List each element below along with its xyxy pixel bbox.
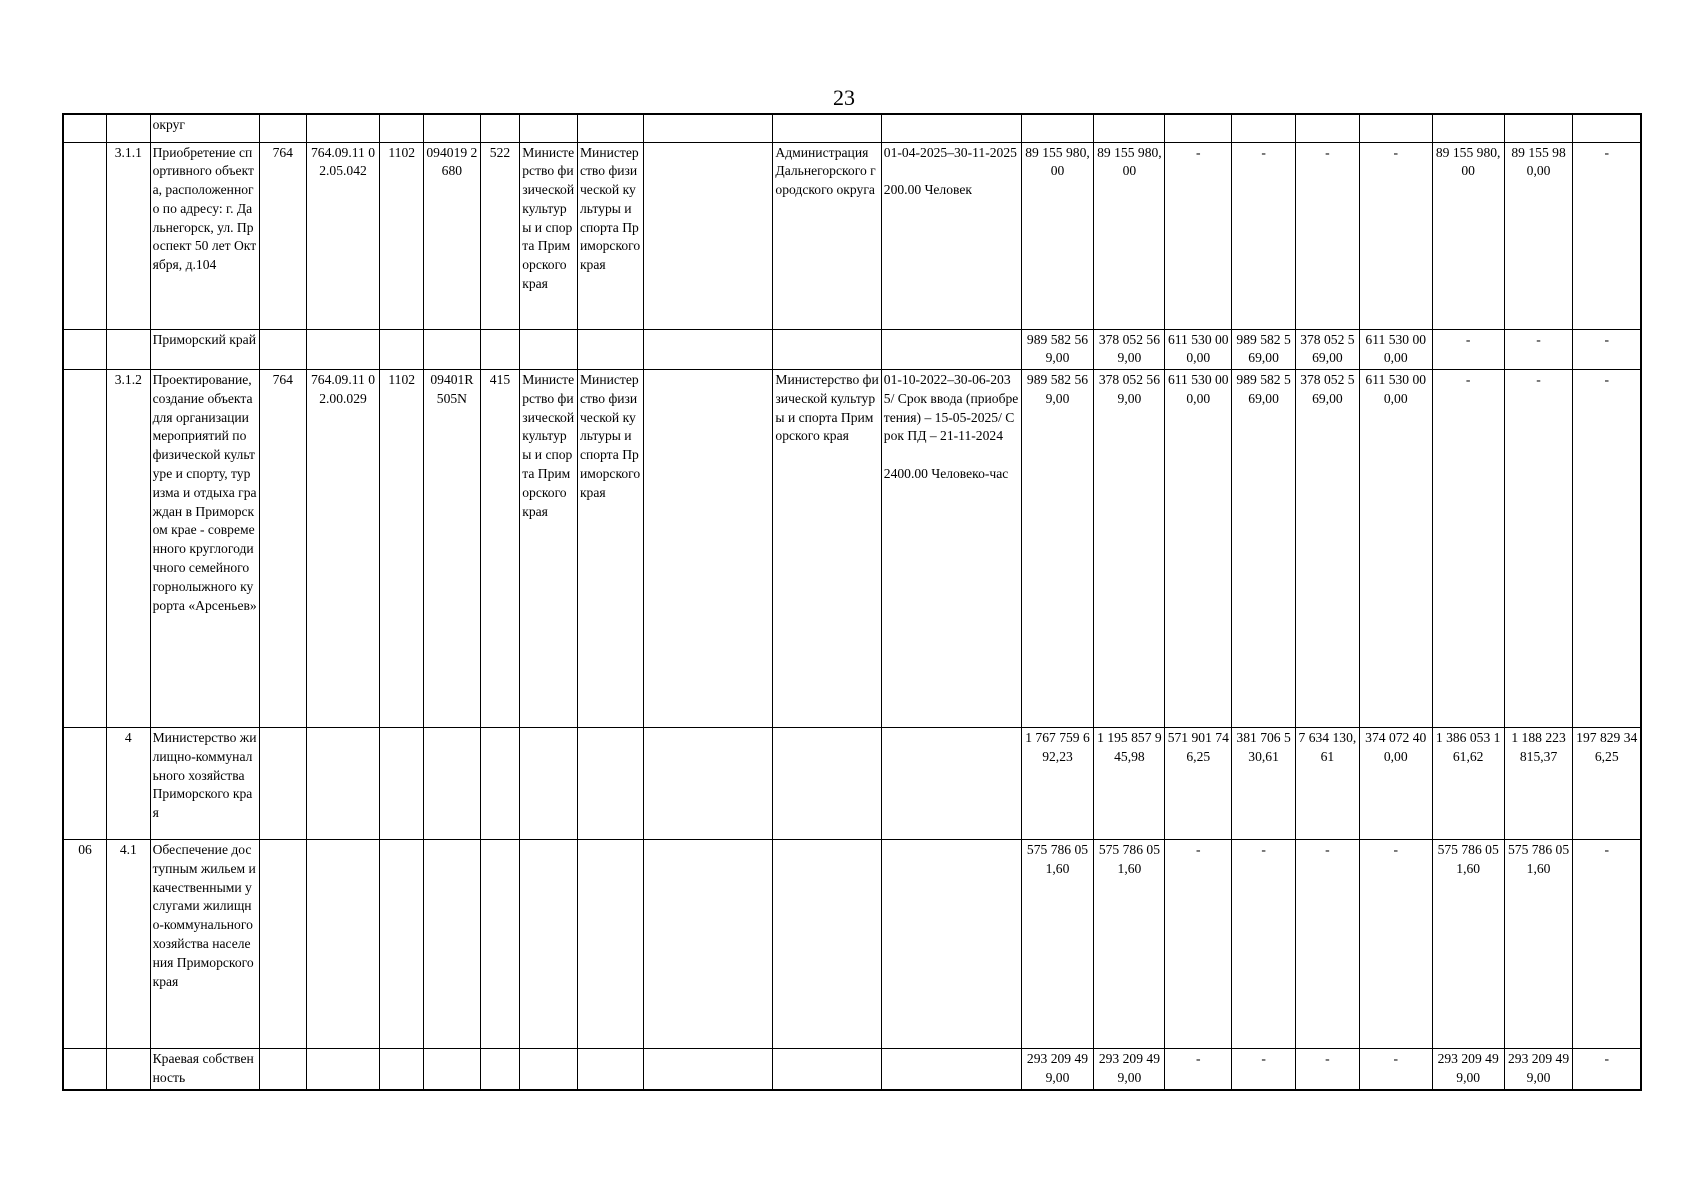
amount-cell: 381 706 530,61 (1232, 728, 1296, 840)
amount-cell: - (1573, 370, 1641, 728)
amount-cell (1504, 114, 1573, 142)
col-customer (577, 114, 643, 142)
amount-cell: 293 209 499,00 (1432, 1049, 1504, 1090)
col-code (259, 114, 306, 142)
amount-cell: - (1432, 329, 1504, 370)
col-kbk: 764.09.11 02.00.029 (306, 370, 380, 728)
amount-cell: - (1232, 840, 1296, 1049)
col-ministry (520, 840, 578, 1049)
amount-cell: - (1165, 840, 1232, 1049)
amount-cell: 89 155 980,00 (1094, 142, 1165, 329)
col-extra (643, 728, 773, 840)
amount-cell: 293 209 499,00 (1094, 1049, 1165, 1090)
col-ministry: Министерство физической культуры и спорта Приморского края (520, 370, 578, 728)
amount-cell: 7 634 130,61 (1296, 728, 1360, 840)
amount-cell: - (1232, 1049, 1296, 1090)
col-executor (773, 840, 881, 1049)
col-name: Министерство жилищно-коммунального хозяйства Приморского края (150, 728, 259, 840)
amount-cell: 378 052 569,00 (1094, 329, 1165, 370)
amount-cell: - (1573, 329, 1641, 370)
table-row (63, 114, 1641, 142)
col-number: 4 (107, 728, 151, 840)
col-code (259, 329, 306, 370)
col-code: 764 (259, 370, 306, 728)
amount-cell: 611 530 000,00 (1359, 370, 1432, 728)
col-name: Проектирование, создание объекта для организации мероприятий по физической культуре и спорту, туризма и отдыха граждан в Приморском крае - современного круглогодичного семейного горнолыжного курорта «Арсеньев» (150, 370, 259, 728)
col-kbk (306, 329, 380, 370)
amount-cell: 293 209 499,00 (1504, 1049, 1573, 1090)
col-expense-type: 522 (480, 142, 520, 329)
col-code (259, 1049, 306, 1090)
table-row (63, 329, 1641, 370)
col-executor (773, 329, 881, 370)
amount-cell: 575 786 051,60 (1094, 840, 1165, 1049)
col-expense-type (480, 329, 520, 370)
table-row (63, 142, 1641, 329)
col-extra (643, 1049, 773, 1090)
amount-cell: - (1359, 142, 1432, 329)
col-name: Приобретение спортивного объекта, расположенного по адресу: г. Дальнегорск, ул. Проспект 50 лет Октября, д.104 (150, 142, 259, 329)
amount-cell (1296, 114, 1360, 142)
amount-cell: 1 195 857 945,98 (1094, 728, 1165, 840)
amount-cell: 1 188 223 815,37 (1504, 728, 1573, 840)
col-section (63, 728, 107, 840)
amount-cell (1432, 114, 1504, 142)
col-ministry (520, 114, 578, 142)
col-target-code: 094019 2680 (424, 142, 481, 329)
col-number: 3.1.1 (107, 142, 151, 329)
amount-cell: 293 209 499,00 (1021, 1049, 1094, 1090)
col-target-code (424, 114, 481, 142)
col-customer (577, 1049, 643, 1090)
amount-cell: - (1504, 329, 1573, 370)
col-executor (773, 728, 881, 840)
col-expense-type (480, 114, 520, 142)
col-section (63, 329, 107, 370)
col-name: Краевая собственность (150, 1049, 259, 1090)
col-section-code (380, 114, 424, 142)
col-section-code: 1102 (380, 370, 424, 728)
col-target-code (424, 840, 481, 1049)
col-number (107, 329, 151, 370)
amount-cell (1232, 114, 1296, 142)
amount-cell (1359, 114, 1432, 142)
table-row (63, 840, 1641, 1049)
amount-cell: 89 155 980,00 (1432, 142, 1504, 329)
col-target-code: 09401R 505N (424, 370, 481, 728)
col-code (259, 728, 306, 840)
amount-cell: 1 767 759 692,23 (1021, 728, 1094, 840)
col-ministry: Министерство физической культуры и спорта Приморского края (520, 142, 578, 329)
col-ministry (520, 1049, 578, 1090)
col-period (881, 329, 1021, 370)
col-section-code (380, 1049, 424, 1090)
amount-cell: - (1359, 840, 1432, 1049)
amount-cell: 197 829 346,25 (1573, 728, 1641, 840)
col-number: 3.1.2 (107, 370, 151, 728)
col-number: 4.1 (107, 840, 151, 1049)
amount-cell: 611 530 000,00 (1359, 329, 1432, 370)
amount-cell (1573, 114, 1641, 142)
amount-cell: 989 582 569,00 (1232, 329, 1296, 370)
col-expense-type: 415 (480, 370, 520, 728)
table-row (63, 1049, 1641, 1090)
col-period (881, 1049, 1021, 1090)
col-section-code (380, 329, 424, 370)
col-code: 764 (259, 142, 306, 329)
amount-cell: 989 582 569,00 (1021, 370, 1094, 728)
col-target-code (424, 1049, 481, 1090)
amount-cell: 378 052 569,00 (1094, 370, 1165, 728)
amount-cell: - (1232, 142, 1296, 329)
col-kbk (306, 840, 380, 1049)
col-period (881, 728, 1021, 840)
amount-cell: - (1296, 142, 1360, 329)
amount-cell: - (1296, 840, 1360, 1049)
amount-cell (1165, 114, 1232, 142)
table-row (63, 728, 1641, 840)
amount-cell: 374 072 400,00 (1359, 728, 1432, 840)
col-executor (773, 114, 881, 142)
col-section (63, 114, 107, 142)
col-extra (643, 840, 773, 1049)
amount-cell: 378 052 569,00 (1296, 370, 1360, 728)
col-section-code: 1102 (380, 142, 424, 329)
col-section (63, 1049, 107, 1090)
table-row (63, 370, 1641, 728)
col-target-code (424, 728, 481, 840)
col-extra (643, 142, 773, 329)
amount-cell: 378 052 569,00 (1296, 329, 1360, 370)
amount-cell: - (1573, 840, 1641, 1049)
amount-cell: 1 386 053 161,62 (1432, 728, 1504, 840)
col-period: 01-04-2025–30-11-2025 200.00 Человек (881, 142, 1021, 329)
col-section (63, 370, 107, 728)
amount-cell (1021, 114, 1094, 142)
col-customer (577, 728, 643, 840)
col-section-code (380, 728, 424, 840)
col-extra (643, 114, 773, 142)
col-number (107, 114, 151, 142)
amount-cell: - (1165, 142, 1232, 329)
amount-cell: - (1432, 370, 1504, 728)
budget-table (62, 113, 1642, 1091)
amount-cell: 89 155 980,00 (1504, 142, 1573, 329)
amount-cell: - (1573, 1049, 1641, 1090)
amount-cell: 989 582 569,00 (1021, 329, 1094, 370)
amount-cell: 611 530 000,00 (1165, 329, 1232, 370)
page-number: 23 (833, 85, 855, 110)
amount-cell: 611 530 000,00 (1165, 370, 1232, 728)
col-expense-type (480, 840, 520, 1049)
col-kbk (306, 1049, 380, 1090)
amount-cell (1094, 114, 1165, 142)
col-code (259, 840, 306, 1049)
col-section (63, 142, 107, 329)
col-section-code (380, 840, 424, 1049)
col-extra (643, 370, 773, 728)
amount-cell: - (1573, 142, 1641, 329)
col-name: округ (150, 114, 259, 142)
col-ministry (520, 329, 578, 370)
amount-cell: 575 786 051,60 (1021, 840, 1094, 1049)
col-executor: Администрация Дальнегорского городского округа (773, 142, 881, 329)
col-customer: Министерство физической культуры и спорта Приморского края (577, 142, 643, 329)
amount-cell: 89 155 980,00 (1021, 142, 1094, 329)
col-name: Обеспечение доступным жильем и качественными услугами жилищно-коммунального хозяйства населения Приморского края (150, 840, 259, 1049)
col-executor: Министерство физической культуры и спорта Приморского края (773, 370, 881, 728)
amount-cell: 989 582 569,00 (1232, 370, 1296, 728)
col-expense-type (480, 728, 520, 840)
col-kbk (306, 114, 380, 142)
col-extra (643, 329, 773, 370)
amount-cell: - (1504, 370, 1573, 728)
amount-cell: 575 786 051,60 (1432, 840, 1504, 1049)
col-section: 06 (63, 840, 107, 1049)
col-name: Приморский край (150, 329, 259, 370)
col-customer (577, 840, 643, 1049)
amount-cell: 571 901 746,25 (1165, 728, 1232, 840)
col-period: 01-10-2022–30-06-2035/ Срок ввода (приобретения) – 15-05-2025/ Срок ПД – 21-11-2024 2400.00 Человеко-час (881, 370, 1021, 728)
amount-cell: - (1359, 1049, 1432, 1090)
col-executor (773, 1049, 881, 1090)
col-expense-type (480, 1049, 520, 1090)
amount-cell: - (1296, 1049, 1360, 1090)
col-customer: Министерство физической культуры и спорта Приморского края (577, 370, 643, 728)
amount-cell: - (1165, 1049, 1232, 1090)
col-ministry (520, 728, 578, 840)
col-kbk: 764.09.11 02.05.042 (306, 142, 380, 329)
amount-cell: 575 786 051,60 (1504, 840, 1573, 1049)
col-period (881, 114, 1021, 142)
col-period (881, 840, 1021, 1049)
col-kbk (306, 728, 380, 840)
col-customer (577, 329, 643, 370)
col-target-code (424, 329, 481, 370)
col-number (107, 1049, 151, 1090)
